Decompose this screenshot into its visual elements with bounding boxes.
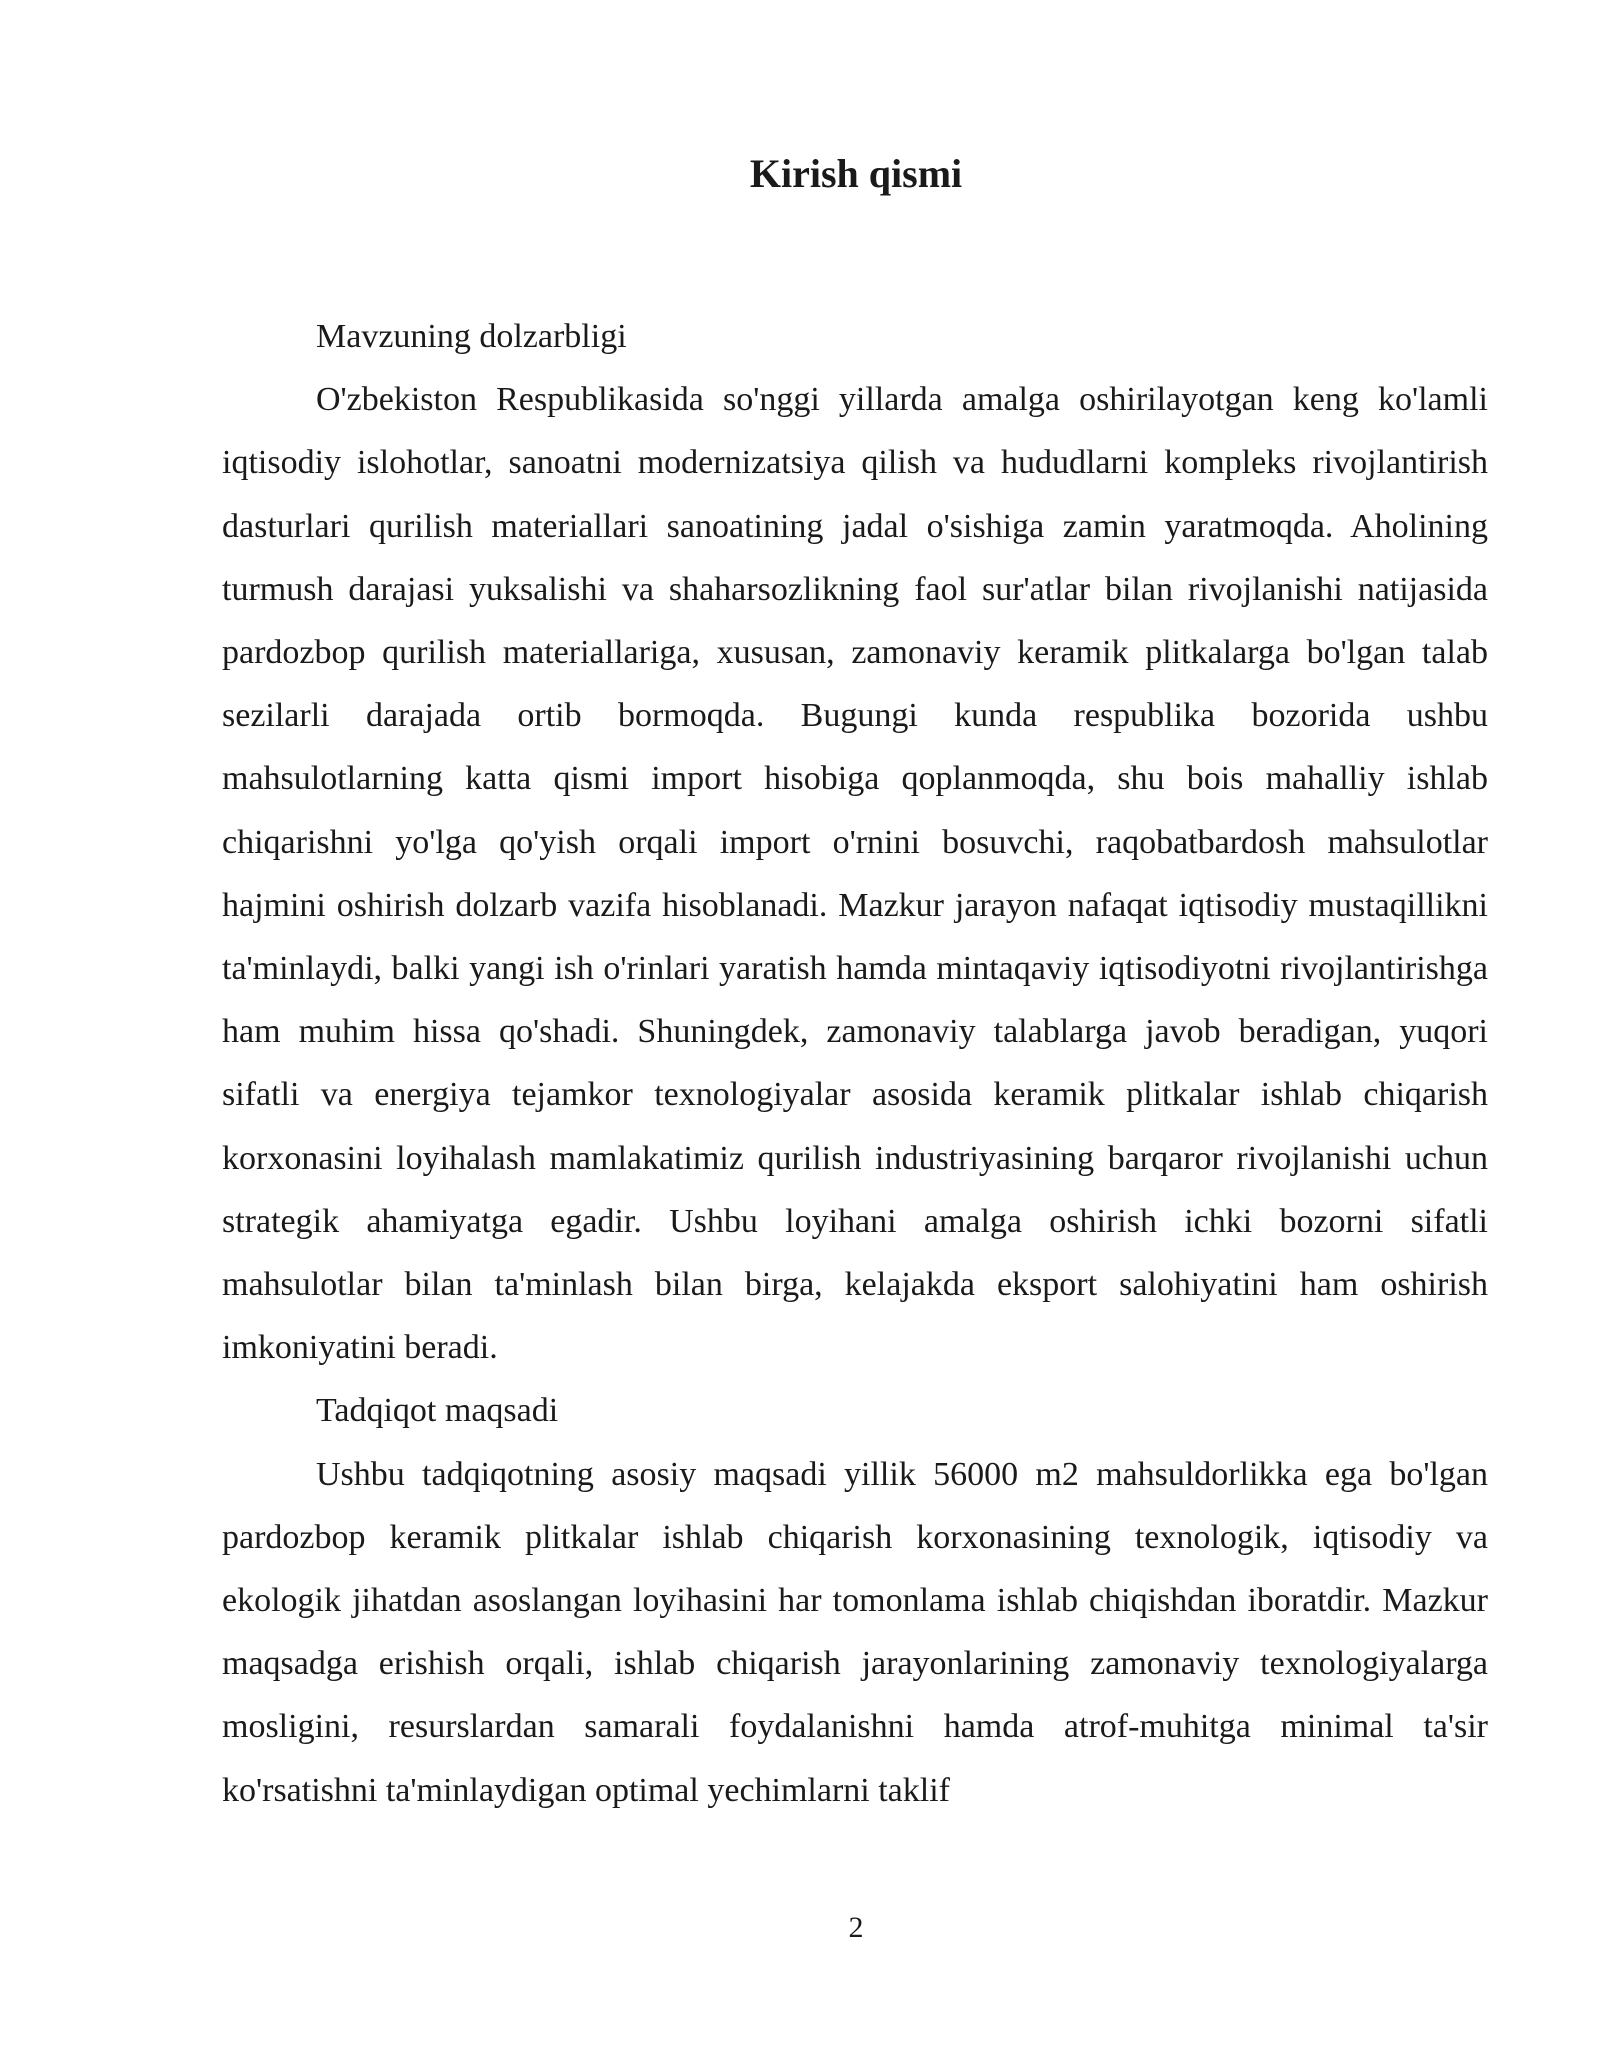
body-text <box>222 305 1488 1822</box>
page-number: 2 <box>848 1911 864 1944</box>
page-title: Kirish qismi <box>749 151 963 196</box>
paragraph-relevance: O'zbekiston Respublikasida so'nggi yillarda amalga oshirilayotgan keng ko'lamli iqtisodiy islohotlar, sanoatni modernizatsiya qilish va hududlarni kompleks rivojlantirish dasturlari qurilish materiallari sanoatining jadal o'sishiga zamin yaratmoqda. Aholining turmush darajasi yuksalishi va shaharsozlikning faol sur'atlar bilan rivojlanishi natijasida pardozbop qurilish materiallariga, xususan, zamonaviy keramik plitkalarga bo'lgan talab sezilarli darajada ortib bormoqda. Bugungi kunda respublika bozorida ushbu mahsulotlarning katta qismi import hisobiga qoplanmoqda, shu bois mahalliy ishlab chiqarishni yo'lga qo'yish orqali import o'rnini bosuvchi, raqobatbardosh mahsulotlar hajmini oshirish dolzarb vazifa hisoblanadi. Mazkur jarayon nafaqat iqtisodiy mustaqillikni ta'minlaydi, balki yangi ish o'rinlari yaratish hamda mintaqaviy iqtisodiyotni rivojlantirishga ham muhim hissa qo'shadi. Shuningdek, zamonaviy talablarga javob beradigan, yuqori sifatli va energiya tejamkor texnologiyalar asosida keramik plitkalar ishlab chiqarish korxonasini loyihalash mamlakatimiz qurilish industriyasining barqaror rivojlanishi uchun strategik ahamiyatga egadir. Ushbu loyihani amalga oshirish ichki bozorni sifatli mahsulotlar bilan ta'minlash bilan birga, kelajakda eksport salohiyatini ham oshirish imkoniyatini beradi. <box>222 381 1488 1367</box>
section-heading-research-goal: Tadqiqot maqsadi <box>316 1392 559 1430</box>
section-heading-relevance: Mavzuning dolzarbligi <box>316 318 627 355</box>
paragraph-research-goal: Ushbu tadqiqotning asosiy maqsadi yillik 56000 m2 mahsuldorlikka ega bo'lgan pardozbop keramik plitkalar ishlab chiqarish korxonasining texnologik, iqtisodiy va ekologik jihatdan asoslangan loyihasini har tomonlama ishlab chiqishdan iboratdir. Mazkur maqsadga erishish orqali, ishlab chiqarish jarayonlarining zamonaviy texnologiyalarga mosligini, resurslardan samarali foydalanishni hamda atrof-muhitga minimal ta'sir ko'rsatishni ta'minlaydigan optimal yechimlarni taklif <box>222 1455 1488 1809</box>
